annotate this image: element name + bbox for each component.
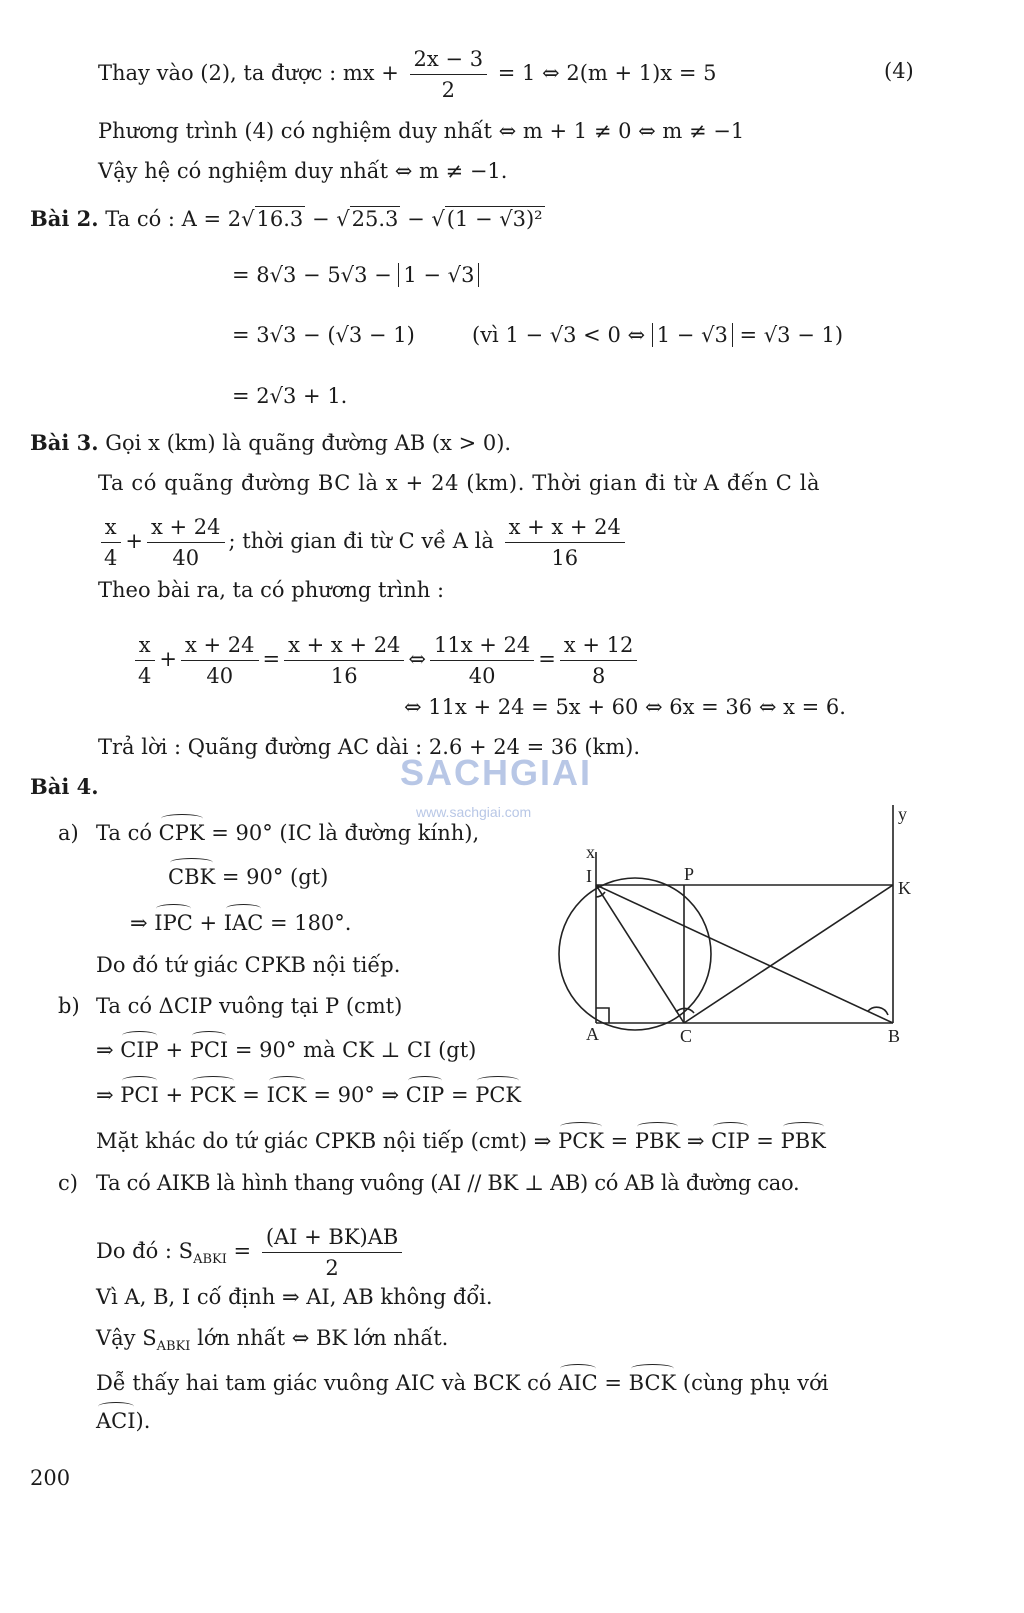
label-y: y xyxy=(898,804,907,824)
text: = 90° ⇒ xyxy=(306,1083,406,1107)
numerator: x xyxy=(135,630,155,661)
numerator: 11x + 24 xyxy=(430,630,534,661)
fraction xyxy=(505,512,625,573)
text: ⇒ xyxy=(130,911,155,935)
angle-cip: CIP xyxy=(405,1083,445,1107)
subscript: ABKI xyxy=(193,1252,227,1268)
text: ). xyxy=(135,1409,151,1433)
bai4-b3 xyxy=(96,1082,521,1108)
page-number: 200 xyxy=(30,1466,71,1490)
label-a: A xyxy=(586,1024,599,1044)
bai4-c-label: c) xyxy=(58,1171,78,1195)
line-ck xyxy=(684,885,893,1023)
bai4-c1: Ta có AIKB là hình thang vuông (AI // BK ⊥ AB) có AB là đường cao. xyxy=(96,1171,800,1195)
text: = 1 ⇔ 2(m + 1)x = 5 xyxy=(497,61,717,85)
text: = xyxy=(444,1083,476,1107)
text: = xyxy=(597,1371,629,1395)
circle-ic xyxy=(559,878,711,1030)
absolute-value: 1 − √3 xyxy=(652,323,733,347)
fraction xyxy=(262,1222,403,1283)
angle-aic: AIC xyxy=(558,1371,598,1395)
numerator: x + 24 xyxy=(147,512,225,543)
fraction xyxy=(181,630,259,691)
numerator: x + 24 xyxy=(181,630,259,661)
bai3-answer: Trả lời : Quãng đường AC dài : 2.6 + 24 = 36 (km). xyxy=(98,735,641,759)
label-k: K xyxy=(898,878,911,898)
bai4-a4: Do đó tứ giác CPKB nội tiếp. xyxy=(96,953,401,977)
text: ⇒ xyxy=(680,1129,712,1153)
bai1-line1 xyxy=(98,44,716,105)
fraction xyxy=(284,630,404,691)
bai1-line3: Vậy hệ có nghiệm duy nhất ⇔ m ≠ −1. xyxy=(98,159,508,183)
denominator: 4 xyxy=(104,546,118,570)
bai2-line3 xyxy=(232,322,415,348)
text: = xyxy=(749,1129,781,1153)
text: = √3 − 1) xyxy=(732,323,844,347)
angle-aci: ACI xyxy=(96,1409,136,1433)
bai4-b2 xyxy=(96,1037,476,1063)
angle-pbk: PBK xyxy=(634,1129,681,1153)
text: Ta có : A = 2 xyxy=(105,207,242,231)
text: Thay vào (2), ta được : mx + xyxy=(98,61,399,85)
bai4-b4 xyxy=(96,1128,826,1154)
text: Gọi x (km) là quãng đường AB (x > 0). xyxy=(105,431,512,455)
text: (cùng phụ với xyxy=(676,1371,829,1395)
denominator: 4 xyxy=(138,664,152,688)
text: = 90° mà CK ⊥ CI (gt) xyxy=(228,1038,477,1062)
angle-mark-b xyxy=(868,1007,888,1015)
fraction xyxy=(560,630,638,691)
text: + xyxy=(158,1038,190,1062)
text: Ta có xyxy=(96,821,159,845)
bai4-c5 xyxy=(96,1370,828,1396)
angle-cip: CIP xyxy=(711,1129,750,1153)
text: = 90° (IC là đường kính), xyxy=(204,821,480,845)
watermark-brand: SACHGIAI xyxy=(400,752,593,793)
text: = 8√3 − 5√3 − xyxy=(232,263,399,287)
text: − xyxy=(305,207,337,231)
label-c: C xyxy=(680,1026,693,1046)
bai1-line2: Phương trình (4) có nghiệm duy nhất ⇔ m + 1 ≠ 0 ⇔ m ≠ −1 xyxy=(98,119,745,143)
bai2-label: Bài 2. xyxy=(30,206,99,231)
fraction xyxy=(410,44,488,105)
angle-iac: IAC xyxy=(223,911,264,935)
numerator: 2x − 3 xyxy=(410,44,488,75)
label-p: P xyxy=(684,864,695,884)
angle-pck: PCK xyxy=(189,1083,236,1107)
bai3-line2: Ta có quãng đường BC là x + 24 (km). Thời gian đi từ A đến C là xyxy=(98,471,821,495)
bai4-a1 xyxy=(96,820,479,846)
numerator: x xyxy=(101,512,121,543)
text: + xyxy=(192,911,224,935)
text: ; thời gian đi từ C về A là xyxy=(228,529,494,553)
fraction xyxy=(100,512,121,573)
bai4-a3 xyxy=(130,910,351,936)
text: = 90° (gt) xyxy=(215,865,329,889)
denominator: 16 xyxy=(330,664,358,688)
text: ⇒ xyxy=(96,1038,121,1062)
angle-pbk: PBK xyxy=(780,1129,826,1153)
radicand: (1 − √3)² xyxy=(446,207,543,231)
fraction xyxy=(147,512,225,573)
angle-cbk: CBK xyxy=(168,865,216,889)
angle-ick: ICK xyxy=(266,1083,307,1107)
bai3-equation: $\frac{x}{4}$ + $\frac{x + 24}{40}$ = $\frac{x + x + 24}{16}$ ⇔ $\frac{11x + 24}{40}$ = $\frac{x + 12}{8}$ xyxy=(130,630,641,691)
text: = xyxy=(235,1083,267,1107)
text: ⇒ xyxy=(96,1083,121,1107)
absolute-value: 1 − √3 xyxy=(398,263,479,287)
fraction xyxy=(430,630,534,691)
angle-cip: CIP xyxy=(120,1038,159,1062)
bai4-c3: Vì A, B, I cố định ⇒ AI, AB không đổi. xyxy=(96,1285,493,1309)
bai3-line6: ⇔ 11x + 24 = 5x + 60 ⇔ 6x = 36 ⇔ x = 6. xyxy=(404,695,846,719)
bai3-line1 xyxy=(30,430,511,456)
label-i: I xyxy=(586,866,592,886)
fraction xyxy=(134,630,155,691)
label-b: B xyxy=(888,1026,901,1046)
bai4-a2 xyxy=(168,864,328,890)
text: lớn nhất ⇔ BK lớn nhất. xyxy=(190,1326,449,1350)
text: − xyxy=(400,207,432,231)
denominator: 40 xyxy=(172,546,200,570)
text: = xyxy=(603,1129,635,1153)
denominator: 40 xyxy=(468,664,496,688)
text: Dễ thấy hai tam giác vuông AIC và BCK có xyxy=(96,1371,559,1395)
text: (vì 1 − √3 < 0 ⇔ xyxy=(472,323,652,347)
numerator: x + x + 24 xyxy=(284,630,404,661)
equation-tag: (4) xyxy=(884,59,914,83)
text: Do đó : S xyxy=(96,1239,194,1263)
bai4-c2: Do đó : $S_{ABKI}$ = $\frac{(AI + BK)AB}{2}$ xyxy=(96,1222,406,1283)
bai4-label: Bài 4. xyxy=(30,774,99,799)
text: Vậy S xyxy=(96,1326,157,1350)
angle-pck: PCK xyxy=(475,1083,522,1107)
bai3-line3: $\frac{x}{4}$ + $\frac{x + 24}{40}$ ; thời gian đi từ C về A là $\frac{x + x + 24}{16}$ xyxy=(96,512,629,573)
angle-bck: BCK xyxy=(628,1371,677,1395)
geometry-figure xyxy=(548,800,928,1050)
angle-pck: PCK xyxy=(558,1129,604,1153)
radicand: 25.3 xyxy=(351,207,399,231)
radicand: 16.3 xyxy=(256,207,304,231)
bai2-line2 xyxy=(232,262,479,288)
bai3-line4: Theo bài ra, ta có phương trình : xyxy=(98,578,445,602)
label-x: x xyxy=(586,842,595,862)
bai3-label: Bài 3. xyxy=(30,430,99,455)
angle-pci: PCI xyxy=(120,1083,159,1107)
text: Mặt khác do tứ giác CPKB nội tiếp (cmt) ⇒ xyxy=(96,1129,559,1153)
denominator: 40 xyxy=(206,664,234,688)
subscript: ABKI xyxy=(156,1339,191,1355)
angle-pci: PCI xyxy=(189,1038,229,1062)
angle-ipc: IPC xyxy=(154,911,193,935)
numerator: x + 12 xyxy=(560,630,638,661)
bai4-b-label: b) xyxy=(58,994,80,1018)
numerator: (AI + BK)AB xyxy=(262,1222,403,1253)
bai4-c4 xyxy=(96,1325,448,1360)
denominator: 2 xyxy=(441,78,455,102)
text: = 180°. xyxy=(263,911,352,935)
angle-cpk: CPK xyxy=(158,821,205,845)
bai2-line4: = 2√3 + 1. xyxy=(232,384,348,408)
denominator: 2 xyxy=(325,1256,339,1280)
bai2-note xyxy=(472,322,843,348)
bai4-b1: Ta có ΔCIP vuông tại P (cmt) xyxy=(96,994,403,1018)
denominator: 8 xyxy=(591,664,606,688)
bai4-a-label: a) xyxy=(58,821,79,845)
denominator: 16 xyxy=(551,546,579,570)
numerator: x + x + 24 xyxy=(505,512,625,543)
text: = 3√3 − (√3 − 1) xyxy=(232,323,415,347)
bai4-c6 xyxy=(96,1408,150,1434)
text: + xyxy=(158,1083,190,1107)
watermark-url: www.sachgiai.com xyxy=(416,804,532,820)
bai2-line1: Bài 2. Ta có : A = 2√16.3 − √25.3 − √(1 − √3)² xyxy=(30,206,543,231)
